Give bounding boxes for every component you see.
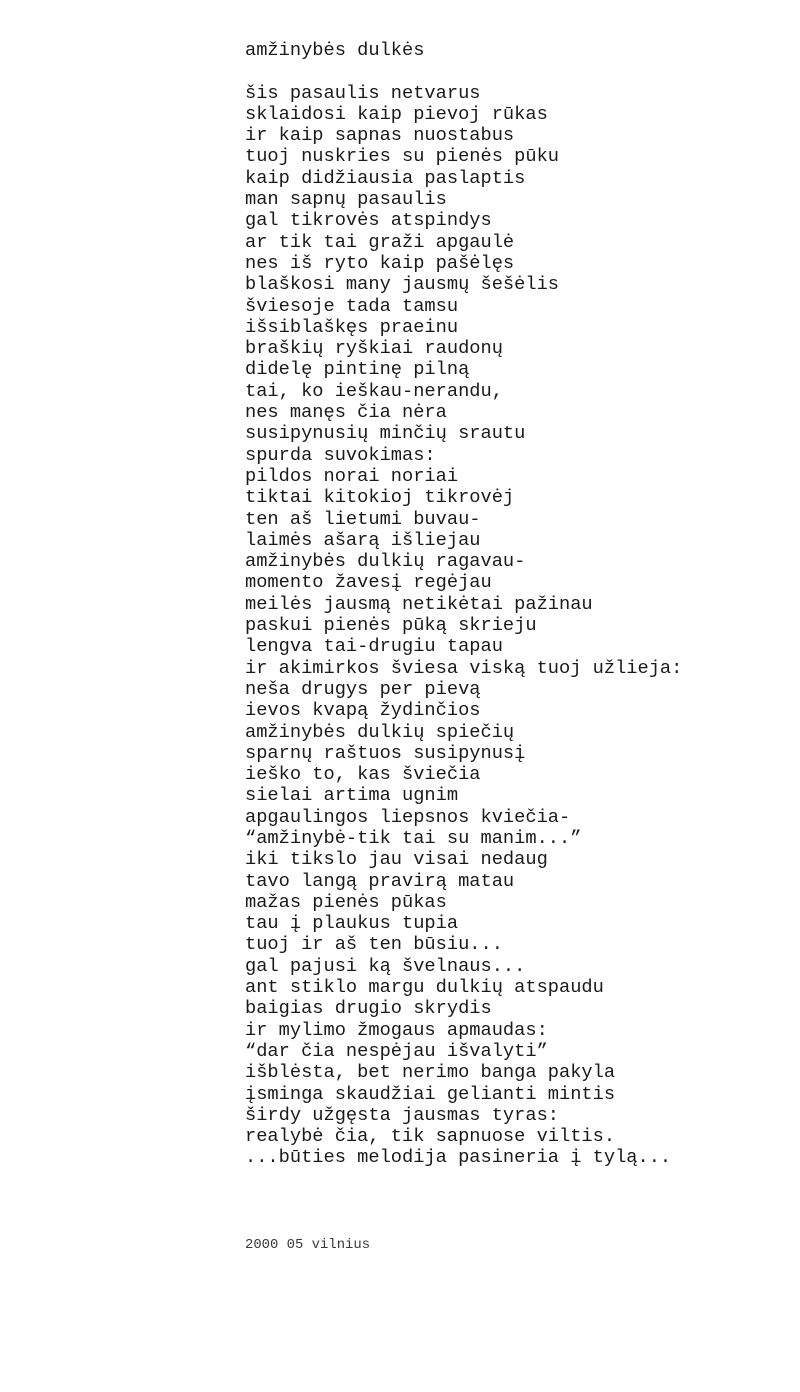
poem-line: gal pajusi ką švelnaus... bbox=[245, 954, 526, 977]
poem-line: nes manęs čia nėra bbox=[245, 401, 447, 424]
poem-line: realybė čia, tik sapnuose viltis. bbox=[245, 1125, 616, 1148]
poem-line: “dar čia nespėjau išvalyti” bbox=[245, 1039, 548, 1062]
poem-line: braškių ryškiai raudonų bbox=[245, 337, 503, 360]
poem-line: amžinybės dulkių ragavau- bbox=[245, 550, 526, 573]
poem-line: iki tikslo jau visai nedaug bbox=[245, 848, 548, 871]
poem-line: laimės ašarą išliejau bbox=[245, 528, 481, 551]
poem-line: ievos kvapą žydinčios bbox=[245, 699, 481, 722]
poem-line: susipynusių minčių srautu bbox=[245, 422, 526, 445]
poem-line: meilės jausmą netikėtai pažinau bbox=[245, 592, 593, 615]
poem-line: sklaidosi kaip pievoj rūkas bbox=[245, 102, 548, 125]
poem-line: išsiblaškęs praeinu bbox=[245, 315, 459, 338]
poem-line: sparnų raštuos susipynusį bbox=[245, 741, 526, 764]
poem-line: ir kaip sapnas nuostabus bbox=[245, 124, 515, 147]
poem-line: apgaulingos liepsnos kviečia- bbox=[245, 805, 571, 828]
poem-line: ir akimirkos šviesa viską tuoj užlieja: bbox=[245, 656, 683, 679]
poem-line: ant stiklo margu dulkių atspaudu bbox=[245, 976, 604, 999]
poem-line: mažas pienės pūkas bbox=[245, 890, 447, 913]
poem-line: blaškosi many jausmų šešėlis bbox=[245, 273, 560, 296]
poem-line: gal tikrovės atspindys bbox=[245, 209, 492, 232]
poem-line: ir mylimo žmogaus apmaudas: bbox=[245, 1018, 548, 1041]
poem-line: didelę pintinę pilną bbox=[245, 358, 470, 381]
poem-line: ten aš lietumi buvau- bbox=[245, 507, 481, 530]
poem-line: tai, ko ieškau-nerandu, bbox=[245, 379, 503, 402]
poem-line: momento žavesį regėjau bbox=[245, 571, 492, 594]
poem-line: man sapnų pasaulis bbox=[245, 188, 447, 211]
poem-line: širdy užgęsta jausmas tyras: bbox=[245, 1103, 560, 1126]
poem-line: lengva tai-drugiu tapau bbox=[245, 635, 503, 658]
poem-page bbox=[245, 40, 785, 1169]
poem-line: ...būties melodija pasineria į tylą... bbox=[245, 1146, 672, 1169]
poem-title: amžinybės dulkės bbox=[245, 39, 425, 61]
poem-body bbox=[245, 83, 785, 1169]
poem-line: neša drugys per pievą bbox=[245, 677, 481, 700]
poem-line: įsminga skaudžiai gelianti mintis bbox=[245, 1082, 616, 1105]
poem-line: ieško to, kas šviečia bbox=[245, 763, 481, 786]
poem-line: kaip didžiausia paslaptis bbox=[245, 166, 526, 189]
poem-line: baigias drugio skrydis bbox=[245, 997, 492, 1020]
poem-line: nes iš ryto kaip pašėlęs bbox=[245, 251, 515, 274]
poem-line: amžinybės dulkių spiečių bbox=[245, 720, 515, 743]
poem-line: spurda suvokimas: bbox=[245, 443, 436, 466]
poem-line: tiktai kitokioj tikrovėj bbox=[245, 486, 515, 509]
poem-line: “amžinybė-tik tai su manim...” bbox=[245, 826, 582, 849]
poem-line: paskui pienės pūką skrieju bbox=[245, 614, 537, 637]
poem-line: ar tik tai graži apgaulė bbox=[245, 230, 515, 253]
poem-line: tuoj ir aš ten būsiu... bbox=[245, 933, 503, 956]
poem-line: šis pasaulis netvarus bbox=[245, 81, 481, 104]
poem-line: tuoj nuskries su pienės pūku bbox=[245, 145, 560, 168]
poem-line: tavo langą pravirą matau bbox=[245, 869, 515, 892]
poem-line: šviesoje tada tamsu bbox=[245, 294, 459, 317]
poem-line: tau į plaukus tupia bbox=[245, 912, 459, 935]
poem-line: išblėsta, bet nerimo banga pakyla bbox=[245, 1061, 616, 1084]
poem-line: sielai artima ugnim bbox=[245, 784, 459, 807]
date-place-footer: 2000 05 vilnius bbox=[245, 1237, 371, 1253]
poem-line: pildos norai noriai bbox=[245, 464, 459, 487]
